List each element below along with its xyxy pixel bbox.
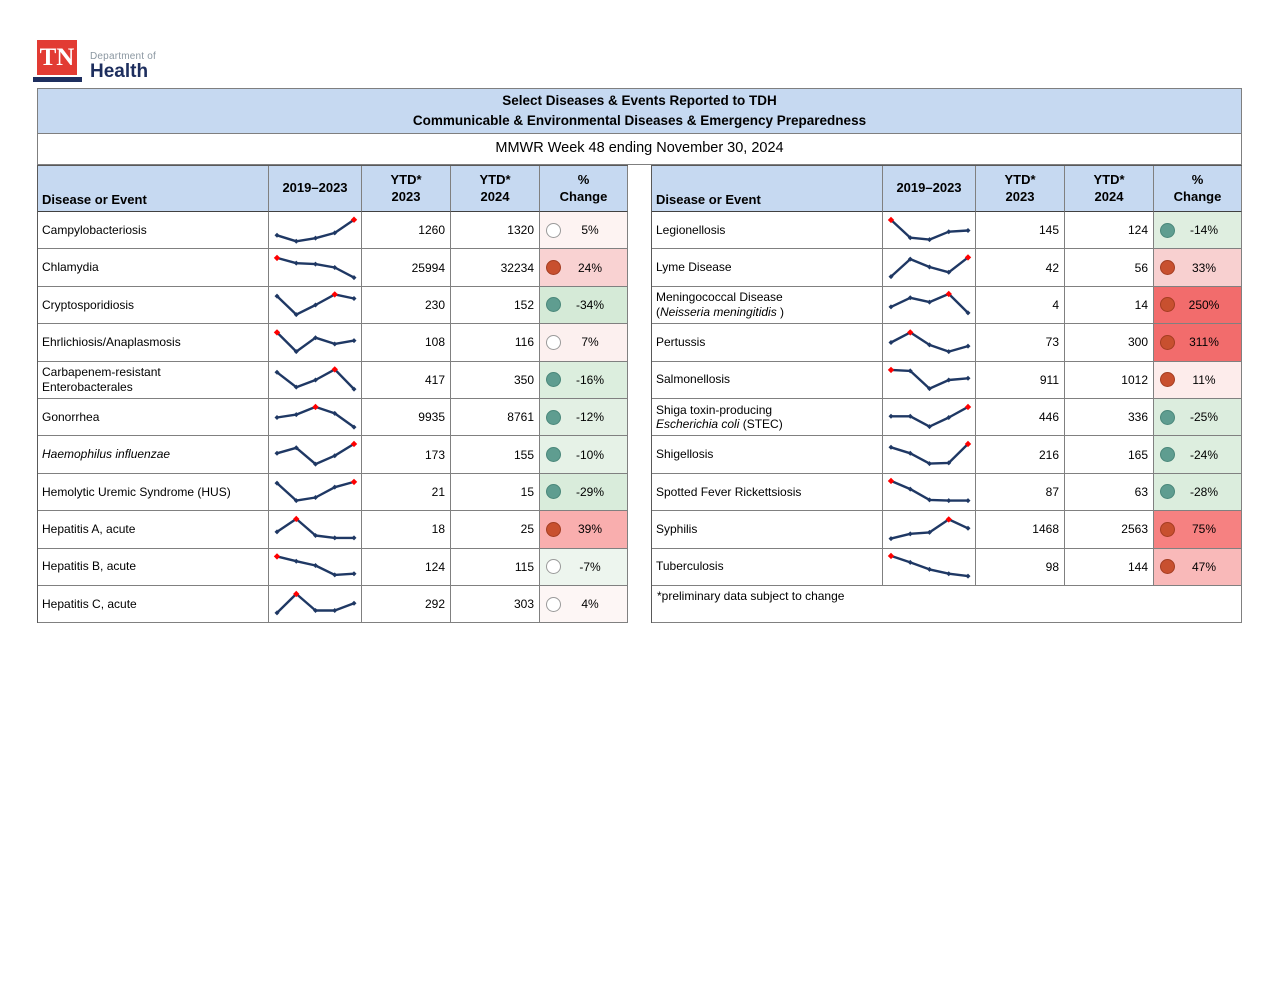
- trend-dot-up: [1160, 522, 1175, 537]
- disease-name-cell: [652, 362, 883, 399]
- disease-name-line: [656, 335, 878, 350]
- disease-name-text: Hemolytic Uremic Syndrome (HUS): [42, 484, 231, 499]
- left-disease-table: [37, 165, 628, 623]
- disease-name-cell: [38, 474, 269, 511]
- sparkline-cell: [883, 549, 976, 586]
- disease-name-text: Legionellosis: [656, 222, 726, 237]
- disease-name-line: [656, 305, 878, 320]
- logo-health: Health: [90, 61, 149, 82]
- preliminary-data-footnote: *preliminary data subject to change: [652, 586, 1242, 623]
- column-header-line: Disease or Event: [656, 191, 761, 207]
- sparkline-peak-marker: [273, 255, 279, 261]
- ytd-2023-cell: 230: [362, 287, 451, 324]
- mmwr-week-subtitle: MMWR Week 48 ending November 30, 2024: [37, 134, 1242, 165]
- sparkline-point-marker: [274, 451, 279, 456]
- disease-name-text: Salmonellosis: [656, 372, 731, 387]
- column-header-line: 2023: [391, 188, 421, 204]
- disease-name-text: Enterobacterales: [42, 379, 133, 394]
- trend-dot-down: [546, 410, 561, 425]
- trend-dot-down: [1160, 484, 1175, 499]
- ytd-2023-cell: 4: [976, 287, 1065, 324]
- sparkline-point-marker: [888, 536, 893, 541]
- pct-change-cell: [540, 549, 628, 586]
- sparkline-point-marker: [946, 571, 951, 576]
- trend-dot-up: [1160, 372, 1175, 387]
- ytd-2023-cell: 87: [976, 474, 1065, 511]
- sparkline-point-marker: [351, 296, 356, 301]
- disease-name-line: [656, 290, 878, 305]
- pct-change-cell: [1154, 511, 1242, 548]
- column-header-line: YTD*: [1004, 172, 1036, 188]
- trend-dot-up: [1160, 559, 1175, 574]
- pct-change-value: -34%: [575, 297, 604, 312]
- pct-change-value: 47%: [1191, 559, 1217, 574]
- disease-name-text: Syphilis: [656, 522, 698, 536]
- sparkline-cell: [269, 362, 362, 399]
- disease-name-line: [42, 365, 264, 380]
- disease-name-text: ): [776, 304, 785, 319]
- disease-name-cell: [38, 586, 269, 623]
- ytd-2024-cell: 165: [1065, 436, 1154, 473]
- ytd-2023-cell: 1468: [976, 511, 1065, 548]
- tn-logo-text: TN: [39, 43, 75, 71]
- disease-name-text: Ehrlichiosis/Anaplasmosis: [42, 335, 181, 350]
- sparkline-point-marker: [965, 228, 970, 233]
- pct-change-value: 7%: [581, 335, 599, 350]
- pct-change-cell: [1154, 287, 1242, 324]
- sparkline-cell: [883, 474, 976, 511]
- disease-name-text: Campylobacteriosis: [42, 222, 147, 237]
- report-title-bar: [37, 88, 1242, 134]
- disease-name-text: Meningococcal Disease: [656, 290, 783, 305]
- ytd-2024-cell: 14: [1065, 287, 1154, 324]
- pct-change-cell: [1154, 212, 1242, 249]
- ytd-2024-cell: 56: [1065, 249, 1154, 286]
- disease-name-text: Hepatitis A, acute: [42, 522, 136, 536]
- sparkline-cell: [269, 399, 362, 436]
- pct-change-value: -12%: [575, 410, 604, 425]
- pct-change-cell: [540, 474, 628, 511]
- column-header-line: %: [1191, 172, 1204, 188]
- disease-name-text: (STEC): [739, 417, 783, 432]
- ytd-2024-cell: 63: [1065, 474, 1154, 511]
- disease-name-line: [42, 597, 264, 612]
- pct-change-value: 39%: [577, 522, 603, 537]
- ytd-2023-cell: 417: [362, 362, 451, 399]
- disease-name-line: [42, 223, 264, 238]
- sparkline-point-marker: [965, 376, 970, 381]
- sparkline-point-marker: [293, 559, 298, 564]
- sparkline-chart: [885, 401, 974, 434]
- pct-change-value: -14%: [1189, 223, 1218, 238]
- sparkline-point-marker: [965, 574, 970, 579]
- pct-change-cell: [540, 249, 628, 286]
- sparkline-cell: [883, 249, 976, 286]
- column-header-line: Change: [559, 188, 608, 204]
- pct-change-value: 5%: [581, 223, 599, 238]
- disease-name-cell: [38, 287, 269, 324]
- sparkline-cell: [269, 212, 362, 249]
- sparkline-cell: [269, 549, 362, 586]
- trend-dot-up: [546, 522, 561, 537]
- pct-change-cell: [540, 511, 628, 548]
- pct-change-value: -28%: [1189, 484, 1218, 499]
- disease-name-text: Spotted Fever Rickettsiosis: [656, 484, 802, 499]
- pct-change-cell: [1154, 362, 1242, 399]
- column-header-line: YTD*: [390, 172, 422, 188]
- disease-name-text: (: [656, 304, 660, 319]
- disease-name-line: [656, 559, 878, 574]
- disease-name-line: [656, 403, 878, 418]
- pct-change-value: 24%: [577, 260, 603, 275]
- sparkline-point-marker: [351, 571, 356, 576]
- sparkline-point-marker: [965, 499, 970, 504]
- ytd-2023-cell: 42: [976, 249, 1065, 286]
- sparkline-chart: [885, 251, 974, 284]
- disease-name-text: Cryptosporidiosis: [42, 297, 135, 312]
- pct-change-value: 250%: [1188, 297, 1220, 312]
- sparkline-cell: [269, 474, 362, 511]
- sparkline-chart: [271, 438, 360, 471]
- ytd-2023-cell: 173: [362, 436, 451, 473]
- pct-change-value: 311%: [1189, 335, 1219, 350]
- column-header-3: [451, 166, 540, 212]
- ytd-2024-cell: 350: [451, 362, 540, 399]
- column-header-line: Disease or Event: [42, 191, 147, 207]
- pct-change-cell: [1154, 249, 1242, 286]
- pct-change-cell: [540, 362, 628, 399]
- pct-change-value: -16%: [575, 372, 604, 387]
- disease-name-line: [42, 335, 264, 350]
- logo-wordmark: [90, 51, 156, 83]
- column-header-0: [38, 166, 269, 212]
- sparkline-chart: [885, 475, 974, 508]
- sparkline-peak-marker: [273, 553, 279, 559]
- sparkline-point-marker: [293, 261, 298, 266]
- pct-change-cell: [1154, 549, 1242, 586]
- disease-name-line: [42, 522, 264, 537]
- pct-change-cell: [540, 212, 628, 249]
- sparkline-point-marker: [351, 535, 356, 540]
- disease-name-line: [656, 485, 878, 500]
- disease-name-text: Neisseria meningitidis: [660, 304, 777, 319]
- column-header-line: 2023: [1005, 188, 1035, 204]
- pct-change-value: -24%: [1189, 447, 1218, 462]
- ytd-2023-cell: 9935: [362, 399, 451, 436]
- disease-name-cell: [652, 399, 883, 436]
- sparkline-cell: [883, 511, 976, 548]
- sparkline-cell: [883, 324, 976, 361]
- ytd-2024-cell: 25: [451, 511, 540, 548]
- column-header-line: YTD*: [1093, 172, 1125, 188]
- ytd-2024-cell: 155: [451, 436, 540, 473]
- disease-name-cell: [652, 249, 883, 286]
- sparkline-chart: [271, 401, 360, 434]
- pct-change-cell: [1154, 399, 1242, 436]
- ytd-2024-cell: 116: [451, 324, 540, 361]
- disease-name-text: Tuberculosis: [656, 559, 724, 574]
- sparkline-point-marker: [351, 338, 356, 343]
- pct-change-cell: [540, 399, 628, 436]
- sparkline-cell: [883, 399, 976, 436]
- pct-change-cell: [1154, 436, 1242, 473]
- sparkline-cell: [269, 287, 362, 324]
- sparkline-peak-marker: [887, 553, 893, 559]
- pct-change-cell: [1154, 474, 1242, 511]
- tables-container: [37, 165, 1242, 623]
- sparkline-chart: [271, 326, 360, 359]
- disease-name-text: Shiga toxin-producing: [656, 402, 773, 417]
- column-header-line: %: [577, 172, 590, 188]
- sparkline-peak-marker: [350, 479, 356, 485]
- pct-change-cell: [540, 324, 628, 361]
- sparkline-cell: [883, 362, 976, 399]
- ytd-2023-cell: 292: [362, 586, 451, 623]
- sparkline-peak-marker: [312, 403, 318, 409]
- disease-name-cell: [38, 511, 269, 548]
- ytd-2023-cell: 108: [362, 324, 451, 361]
- trend-dot-up: [546, 260, 561, 275]
- disease-name-text: Escherichia coli: [656, 417, 740, 432]
- sparkline-chart: [885, 550, 974, 583]
- ytd-2024-cell: 1320: [451, 212, 540, 249]
- ytd-2024-cell: 115: [451, 549, 540, 586]
- disease-name-line: [656, 372, 878, 387]
- sparkline-cell: [883, 287, 976, 324]
- sparkline-chart: [271, 363, 360, 396]
- pct-change-value: 11%: [1192, 372, 1216, 387]
- disease-name-text: Hepatitis C, acute: [42, 596, 137, 611]
- trend-dot-down: [546, 372, 561, 387]
- ytd-2023-cell: 73: [976, 324, 1065, 361]
- ytd-2024-cell: 124: [1065, 212, 1154, 249]
- disease-name-line: [42, 260, 264, 275]
- disease-name-cell: [38, 212, 269, 249]
- disease-name-line: [656, 223, 878, 238]
- sparkline-cell: [269, 324, 362, 361]
- ytd-2023-cell: 911: [976, 362, 1065, 399]
- disease-name-cell: [652, 287, 883, 324]
- disease-name-cell: [652, 436, 883, 473]
- disease-name-cell: [652, 212, 883, 249]
- trend-dot-up: [1160, 335, 1175, 350]
- ytd-2023-cell: 25994: [362, 249, 451, 286]
- sparkline-chart: [271, 214, 360, 247]
- disease-name-text: Pertussis: [656, 335, 706, 350]
- ytd-2023-cell: 18: [362, 511, 451, 548]
- disease-name-line: [656, 260, 878, 275]
- disease-name-cell: [38, 549, 269, 586]
- sparkline-point-marker: [907, 531, 912, 536]
- trend-dot-down: [546, 297, 561, 312]
- disease-name-cell: [38, 249, 269, 286]
- disease-name-text: Shigellosis: [656, 447, 714, 462]
- pct-change-cell: [540, 436, 628, 473]
- disease-name-line: [656, 522, 878, 537]
- column-header-line: 2024: [480, 188, 510, 204]
- disease-name-line: [656, 417, 878, 432]
- disease-name-cell: [652, 324, 883, 361]
- ytd-2023-cell: 145: [976, 212, 1065, 249]
- column-header-1: [269, 166, 362, 212]
- ytd-2024-cell: 15: [451, 474, 540, 511]
- trend-dot-down: [546, 484, 561, 499]
- sparkline-chart: [885, 214, 974, 247]
- sparkline-cell: [269, 586, 362, 623]
- disease-name-text: Lyme Disease: [656, 260, 732, 275]
- pct-change-value: -25%: [1189, 410, 1218, 425]
- column-header-line: 2024: [1094, 188, 1124, 204]
- disease-name-cell: [38, 324, 269, 361]
- sparkline-point-marker: [965, 343, 970, 348]
- sparkline-chart: [271, 513, 360, 546]
- pct-change-cell: [1154, 324, 1242, 361]
- tdh-logo: [33, 40, 253, 85]
- ytd-2023-cell: 98: [976, 549, 1065, 586]
- sparkline-chart: [885, 363, 974, 396]
- ytd-2024-cell: 2563: [1065, 511, 1154, 548]
- column-header-2: [976, 166, 1065, 212]
- sparkline-chart: [885, 438, 974, 471]
- sparkline-point-marker: [313, 235, 318, 240]
- column-header-1: [883, 166, 976, 212]
- disease-name-text: Haemophilus influenzae: [42, 447, 171, 462]
- disease-name-text: Gonorrhea: [42, 409, 100, 424]
- sparkline-point-marker: [888, 413, 893, 418]
- surveillance-report: [37, 88, 1242, 623]
- disease-name-text: Chlamydia: [42, 260, 99, 275]
- trend-dot-none: [546, 559, 561, 574]
- ytd-2024-cell: 144: [1065, 549, 1154, 586]
- report-title-line1: Select Diseases & Events Reported to TDH: [502, 92, 777, 108]
- column-header-4: [1154, 166, 1242, 212]
- ytd-2023-cell: 216: [976, 436, 1065, 473]
- ytd-2024-cell: 336: [1065, 399, 1154, 436]
- column-header-line: 2019–2023: [282, 180, 348, 196]
- column-header-line: Change: [1173, 188, 1222, 204]
- sparkline-point-marker: [332, 535, 337, 540]
- sparkline-chart: [885, 288, 974, 321]
- sparkline-chart: [885, 326, 974, 359]
- ytd-2024-cell: 1012: [1065, 362, 1154, 399]
- sparkline-chart: [271, 288, 360, 321]
- trend-dot-none: [546, 597, 561, 612]
- tn-logo-square: [37, 40, 77, 75]
- sparkline-cell: [269, 436, 362, 473]
- ytd-2024-cell: 152: [451, 287, 540, 324]
- disease-name-cell: [38, 436, 269, 473]
- logo-underline-bar: [33, 77, 82, 82]
- sparkline-chart: [885, 513, 974, 546]
- pct-change-value: 4%: [581, 597, 599, 612]
- sparkline-cell: [269, 511, 362, 548]
- disease-name-line: [42, 410, 264, 425]
- trend-dot-down: [1160, 223, 1175, 238]
- pct-change-value: -10%: [575, 447, 604, 462]
- pct-change-value: -29%: [575, 484, 604, 499]
- sparkline-peak-marker: [887, 367, 893, 373]
- ytd-2024-cell: 300: [1065, 324, 1154, 361]
- sparkline-point-marker: [313, 262, 318, 267]
- ytd-2024-cell: 32234: [451, 249, 540, 286]
- pct-change-cell: [540, 586, 628, 623]
- trend-dot-down: [1160, 410, 1175, 425]
- logo-department-of: Department of: [90, 51, 156, 62]
- disease-name-line: [42, 485, 264, 500]
- column-header-2: [362, 166, 451, 212]
- pct-change-value: 33%: [1191, 260, 1217, 275]
- disease-name-line: [42, 380, 264, 395]
- sparkline-chart: [271, 550, 360, 583]
- trend-dot-none: [546, 335, 561, 350]
- trend-dot-down: [546, 447, 561, 462]
- trend-dot-down: [1160, 447, 1175, 462]
- sparkline-cell: [269, 249, 362, 286]
- disease-name-cell: [652, 549, 883, 586]
- disease-name-text: Hepatitis B, acute: [42, 559, 137, 574]
- pct-change-value: -7%: [579, 559, 601, 574]
- sparkline-chart: [271, 251, 360, 284]
- pct-change-value: 75%: [1191, 522, 1217, 537]
- right-disease-table: [651, 165, 1242, 623]
- ytd-2024-cell: 303: [451, 586, 540, 623]
- sparkline-cell: [883, 212, 976, 249]
- sparkline-point-marker: [274, 415, 279, 420]
- sparkline-cell: [883, 436, 976, 473]
- ytd-2023-cell: 446: [976, 399, 1065, 436]
- trend-dot-none: [546, 223, 561, 238]
- sparkline-chart: [271, 588, 360, 621]
- ytd-2023-cell: 124: [362, 549, 451, 586]
- column-header-3: [1065, 166, 1154, 212]
- ytd-2023-cell: 1260: [362, 212, 451, 249]
- sparkline-point-marker: [946, 499, 951, 504]
- disease-name-line: [42, 559, 264, 574]
- column-header-line: YTD*: [479, 172, 511, 188]
- column-header-line: 2019–2023: [896, 180, 962, 196]
- disease-name-cell: [38, 399, 269, 436]
- disease-name-text: Carbapenem-resistant: [42, 365, 161, 380]
- disease-name-line: [42, 447, 264, 462]
- disease-name-cell: [38, 362, 269, 399]
- disease-name-line: [656, 447, 878, 462]
- disease-name-cell: [652, 474, 883, 511]
- report-title-line2: Communicable & Environmental Diseases & Emergency Preparedness: [412, 113, 867, 128]
- ytd-2024-cell: 8761: [451, 399, 540, 436]
- disease-name-cell: [652, 511, 883, 548]
- trend-dot-up: [1160, 260, 1175, 275]
- sparkline-peak-marker: [887, 478, 893, 484]
- ytd-2023-cell: 21: [362, 474, 451, 511]
- column-header-0: [652, 166, 883, 212]
- trend-dot-up: [1160, 297, 1175, 312]
- column-header-4: [540, 166, 628, 212]
- sparkline-chart: [271, 475, 360, 508]
- pct-change-cell: [540, 287, 628, 324]
- disease-name-line: [42, 298, 264, 313]
